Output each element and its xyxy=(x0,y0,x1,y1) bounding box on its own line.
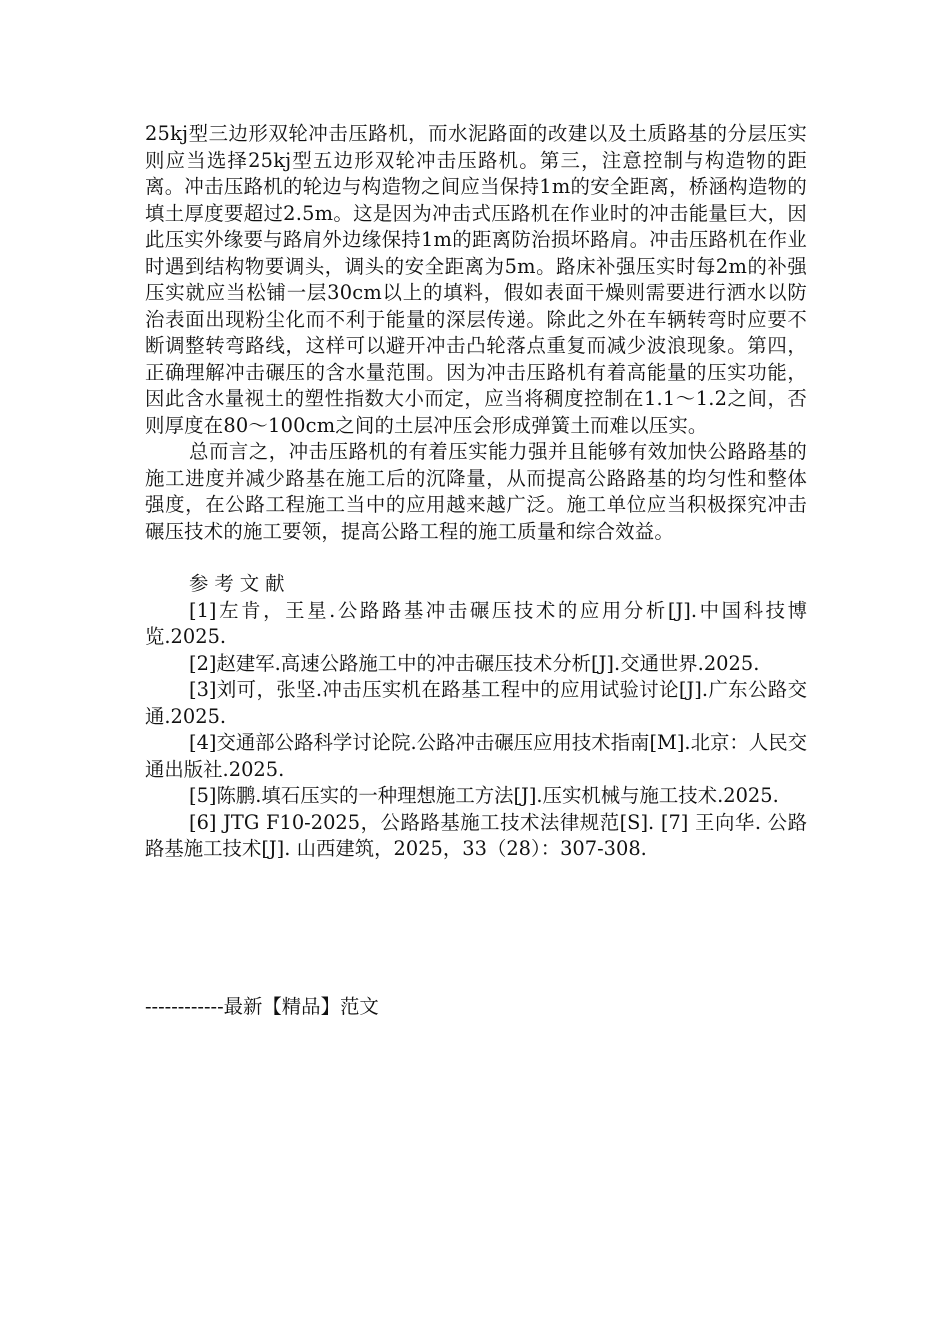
reference-item-4: [4]交通部公路科学讨论院.公路冲击碾压应用技术指南[M].北京：人民交通出版社.2025. xyxy=(145,731,807,781)
references-heading: 参考文献 xyxy=(189,572,291,595)
reference-item-1: [1]左肯，王星.公路路基冲击碾压技术的应用分析[J].中国科技博览.2025. xyxy=(145,598,807,648)
reference-item-2: [2]赵建军.高速公路施工中的冲击碾压技术分析[J].交通世界.2025. xyxy=(189,651,760,675)
references-list xyxy=(145,598,807,863)
reference-item-6: [6] JTG F10-2025，公路路基施工技术法律规范[S]. [7] 王向华. 公路路基施工技术[J]. 山西建筑，2025，33（28）：307-308. xyxy=(145,810,807,860)
body-paragraph-2: 总而言之，冲击压路机的有着压实能力强并且能够有效加快公路路基的施工进度并减少路基在施工后的沉降量，从而提高公路路基的均匀性和整体强度，在公路工程施工当中的应用越来越广泛。施工单位应当积极探究冲击碾压技术的施工要领，提高公路工程的施工质量和综合效益。 xyxy=(145,440,807,543)
reference-item-5: [5]陈鹏.填石压实的一种理想施工方法[J].压实机械与施工技术.2025. xyxy=(189,784,779,807)
body-paragraph-1: 25kj型三边形双轮冲击压路机，而水泥路面的改建以及土质路基的分层压实则应当选择25kj型五边形双轮冲击压路机。第三，注意控制与构造物的距离。冲击压路机的轮边与构造物之间应当保持1m的安全距离，桥涵构造物的填土厚度要超过2.5m。这是因为冲击式压路机在作业时的冲击能量巨大，因此压实外缘要与路肩外边缘保持1m的距离防治损坏路肩。冲击压路机在作业时遇到结构物要调头，调头的安全距离为5m。路床补强压实时每2m的补强压实就应当松铺一层30cm以上的填料，假如表面干燥则需要进行洒水以防治表面出现粉尘化而不利于能量的深层传递。除此之外在车辆转弯时应要不断调整转弯路线，这样可以避开冲击凸轮落点重复而减少波浪现象。第四，正确理解冲击碾压的含水量范围。因为冲击压路机有着高能量的压实功能，因此含水量视土的塑性指数大小而定，应当将稠度控制在1.1～1.2之间，否则厚度在80～100cm之间的土层冲压会形成弹簧土而难以压实。 xyxy=(145,122,807,437)
footer-banner: ------------最新【精品】范文 xyxy=(145,995,379,1018)
reference-item-3: [3]刘可，张坚.冲击压实机在路基工程中的应用试验讨论[J].广东公路交通.2025. xyxy=(145,678,807,728)
document-page xyxy=(145,121,807,863)
